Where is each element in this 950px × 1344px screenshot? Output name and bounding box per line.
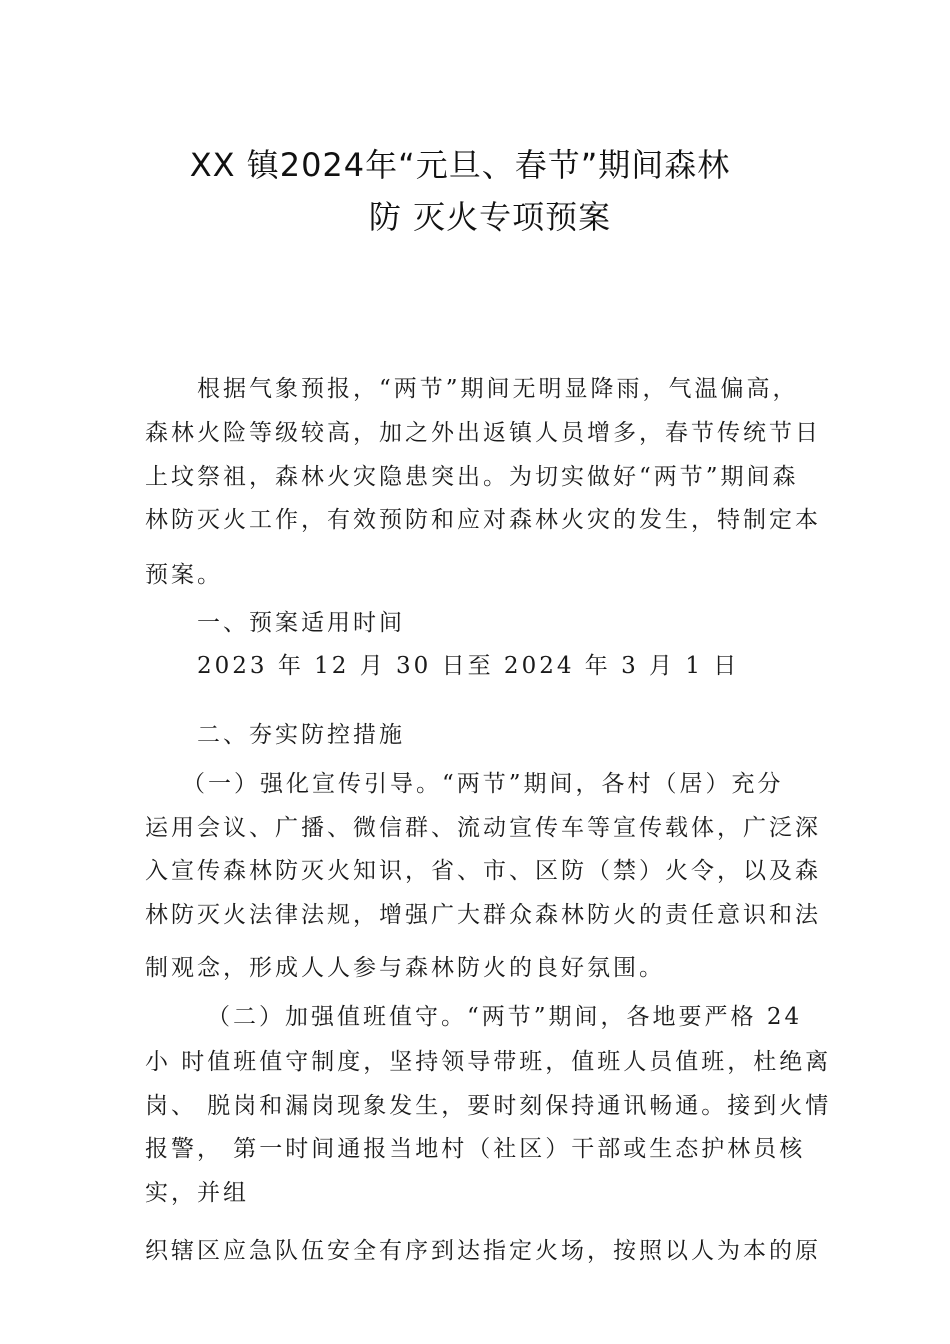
body-line: 实，并组 — [145, 1180, 249, 1206]
body-line: 岗、 脱岗和漏岗现象发生，要时刻保持通讯畅通。接到火情 — [145, 1093, 832, 1119]
body-line: 上坟祭祖，森林火灾隐患突出。为切实做好“两节”期间森 — [145, 464, 799, 490]
body-line: 林防灭火工作，有效预防和应对森林火灾的发生，特制定本 — [145, 507, 821, 533]
body-line: （二）加强值班值守。“两节”期间，各地要严格 24 — [207, 1004, 803, 1030]
body-line: 预案。 — [145, 562, 223, 588]
body-line: 报警， 第一时间通报当地村（社区）干部或生态护林员核 — [145, 1136, 806, 1162]
body-line: （一）强化宣传引导。“两节”期间，各村（居）充分 — [182, 771, 784, 797]
document-title-line-1: XX 镇2024年“元旦、春节”期间森林 — [189, 146, 731, 184]
body-line: 织辖区应急队伍安全有序到达指定火场，按照以人为本的原 — [145, 1238, 821, 1264]
body-line: 运用会议、广播、微信群、流动宣传车等宣传载体，广泛深 — [145, 815, 821, 841]
body-line: 森林火险等级较高，加之外出返镇人员增多，春节传统节日 — [145, 420, 821, 446]
section-heading: 一、预案适用时间 — [197, 610, 405, 636]
section-heading: 二、夯实防控措施 — [197, 722, 405, 748]
body-line: 入宣传森林防灭火知识，省、市、区防（禁）火令，以及森 — [145, 858, 821, 884]
body-line: 小 时值班值守制度，坚持领导带班，值班人员值班，杜绝离 — [145, 1049, 832, 1075]
body-line: 制观念，形成人人参与森林防火的良好氛围。 — [145, 955, 665, 981]
body-line: 林防灭火法律法规，增强广大群众森林防火的责任意识和法 — [145, 902, 821, 928]
body-line: 根据气象预报，“两节”期间无明显降雨，气温偏高， — [197, 376, 799, 402]
document-title-line-2: 防 灭火专项预案 — [368, 198, 612, 236]
date-range: 2023 年 12 月 30 日至 2024 年 3 月 1 日 — [197, 653, 740, 679]
